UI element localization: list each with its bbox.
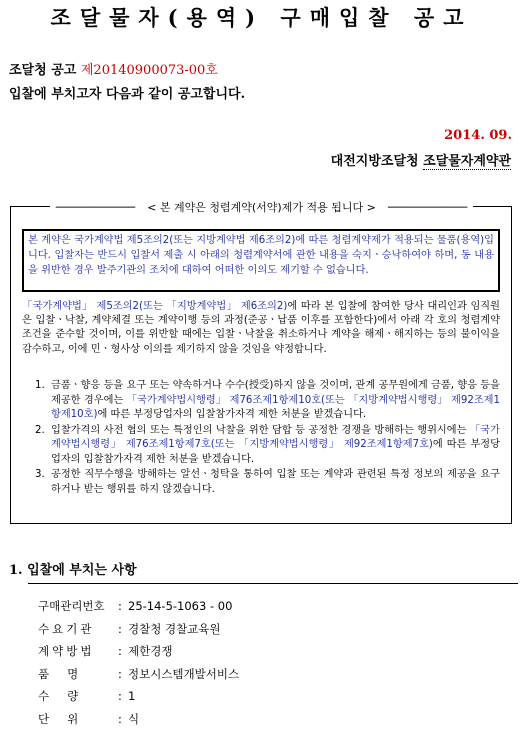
clause-text-end: 에 따른 부정당업자의 입찰참가자격 제한 처분을 받겠습니다. [97,409,366,420]
section-divider [28,583,518,584]
notice-number: 제20140900073-00호 [81,63,218,78]
pledge-text: 에 따라 본 입찰에 참여한 당사 대리인과 임직원은 입찰ㆍ낙찰, 계약체결 또는 계약이행 등의 과정(준공ㆍ납품 이후를 포함한다)에서 아래 각 호의 청렴계약 조건을 준수할 것이며, 이를 위반할 때에는 입찰ㆍ낙찰을 취소하거나 계약을 해제ㆍ해지하는 등의 불이익을 감수하고, 이에 민ㆍ형사상 이의를 제기하지 않을 것임을 약정합니다. [22,301,500,355]
pledge-law-reference: 「국가계약법」 제5조의2(또는 「지방계약법」 제6조의2) [22,301,287,312]
field-value: 식 [128,712,139,726]
clause-law-reference: 「국가계약법시행령」 제76조제1항제10호(또는 「지방계약법시행령」 제92조제1항제10호) [51,395,500,421]
clause-number: 1. [35,379,45,394]
clause-text-end: 에 따른 부정당업자의 입찰참가자격 제한 처분을 받겠습니다. [51,439,500,465]
field-row: 단위 : 식 [38,711,239,733]
field-label: 계약방법 [38,643,118,659]
field-row: 품명 : 정보시스템개발서비스 [38,666,239,689]
clause-text: 공정한 직무수행을 방해하는 알선ㆍ청탁을 통하여 입찰 또는 계약과 관련된 특정 정보의 제공을 요구하거나 받는 행위를 하지 않겠습니다. [51,469,500,495]
field-label: 수량 [38,688,118,704]
field-row: 계약방법 : 제한경쟁 [38,643,239,666]
notice-line [9,59,218,78]
box-heading-text: < 본 계약은 청렴계약(서약)제가 적용 됩니다 > [141,201,382,214]
list-item [35,424,500,468]
list-item [35,379,500,423]
field-value: 제한경쟁 [128,644,172,658]
section-heading: 1. 입찰에 부치는 사항 [9,559,137,578]
clause-text: 금품ㆍ향응 등을 요구 또는 약속하거나 수수(授受)하지 않을 것이며, 관계 공무원에게 금품, 향응 등을 제공한 경우에는 [51,380,500,406]
field-value: 정보시스템개발서비스 [128,667,239,681]
clause-list [35,379,500,498]
clause-number: 2. [35,424,45,439]
field-row: 구매관리번호 : 25-14-5-1063 - 00 [38,598,239,621]
clause-text: 입찰가격의 사전 협의 또는 특정인의 낙찰을 위한 담합 등 공정한 경쟁을 방해하는 행위시에는 [51,425,470,436]
pledge-paragraph [22,300,500,357]
field-label: 단위 [38,711,118,727]
field-label: 수요기관 [38,621,118,637]
intro-text: 입찰에 부치고자 다음과 같이 공고합니다. [9,83,245,102]
field-value: 25-14-5-1063 - 00 [128,599,232,613]
integrity-box-heading: ──────────── < 본 계약은 청렴계약(서약)제가 적용 됩니다 > ──────────── [0,199,523,215]
field-label: 품명 [38,666,118,682]
field-value: 1 [128,689,135,703]
field-row: 수요기관 : 경찰청 경찰교육원 [38,621,239,644]
field-value: 경찰청 경찰교육원 [128,622,221,636]
integrity-notice: 본 계약은 국가계약법 제5조의2(또는 지방계약법 제6조의2)에 따른 청렴계약제가 적용되는 물품(용역)입니다. 입찰자는 반드시 입찰서 제출 시 아래의 청렴계약서에 관한 내용을 숙지ㆍ승낙하여야 하며, 동 내용을 위반한 경우 발주기관의 조치에 대하여 어떠한 이의도 제기할 수 없습니다. [22,229,500,292]
notice-label: 조달청 공고 [9,63,76,78]
issuer [331,150,511,169]
list-item [35,468,500,497]
field-row: 수량 : 1 [38,688,239,711]
clause-number: 3. [35,468,45,483]
issuer-officer: 조달물자계약관 [423,154,511,170]
notice-date: 2014. 09. [444,128,512,143]
issuer-office: 대전지방조달청 [331,154,419,169]
document-title: 조달물자(용역) 구매입찰 공고 [0,2,523,32]
bid-details [38,598,239,733]
field-label: 구매관리번호 [38,598,118,614]
clause-law-reference: 「국가계약법시행령」 제76조제1항제7호(또는 「지방계약법시행령」 제92조제1항제7호) [51,425,500,451]
